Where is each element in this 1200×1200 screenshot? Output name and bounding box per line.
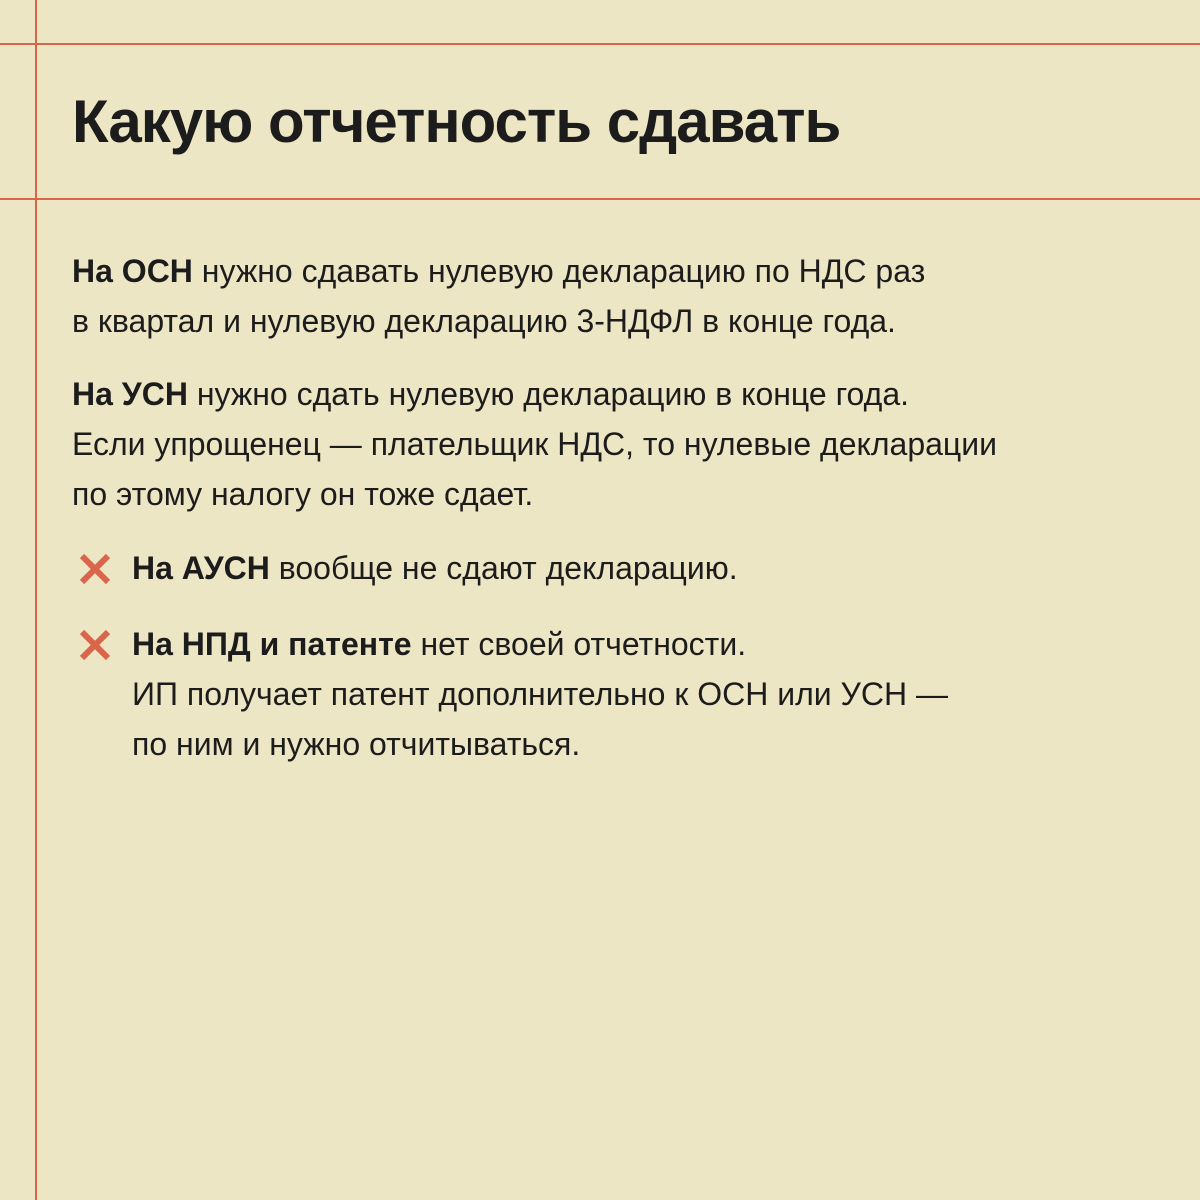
paragraph-osn-line-1	[72, 246, 1132, 296]
bullet-npd-patent	[72, 619, 1132, 769]
paragraph-usn-line-2: Если упрощенец — плательщик НДС, то нулевые декларации	[72, 426, 997, 462]
bullet-ausn-bold: На АУСН	[132, 550, 270, 586]
paragraph-usn	[72, 369, 1132, 519]
paragraph-usn-bold: На УСН	[72, 376, 188, 412]
bullet-npd-line-2: ИП получает патент дополнительно к ОСН или УСН —	[132, 676, 948, 712]
bullet-npd-line-1	[132, 619, 1132, 669]
content-body	[72, 246, 1132, 769]
paragraph-usn-line-3: по этому налогу он тоже сдает.	[72, 476, 534, 512]
bullet-npd-text: нет своей отчетности.	[411, 626, 747, 662]
bullet-ausn-text: вообще не сдают декларацию.	[269, 550, 738, 586]
paragraph-usn-text: нужно сдать нулевую декларацию в конце года.	[187, 376, 909, 412]
bullet-ausn-line-1	[132, 543, 1132, 593]
page-title: Какую отчетность сдавать	[72, 88, 841, 155]
bullet-npd-line-3: по ним и нужно отчитываться.	[132, 726, 581, 762]
paragraph-usn-line-1	[72, 369, 1132, 419]
paragraph-osn-bold: На ОСН	[72, 253, 193, 289]
bullet-npd-bold: На НПД и патенте	[132, 626, 412, 662]
margin-rule-line	[35, 0, 37, 1200]
paragraph-osn-line-2: в квартал и нулевую декларацию 3-НДФЛ в конце года.	[72, 303, 896, 339]
paragraph-osn-text: нужно сдавать нулевую декларацию по НДС раз	[192, 253, 926, 289]
top-rule-line	[0, 43, 1200, 45]
title-underline-rule	[0, 198, 1200, 200]
cross-icon	[78, 628, 112, 662]
bullet-ausn	[72, 543, 1132, 593]
paragraph-osn	[72, 246, 1132, 346]
cross-icon	[78, 552, 112, 586]
